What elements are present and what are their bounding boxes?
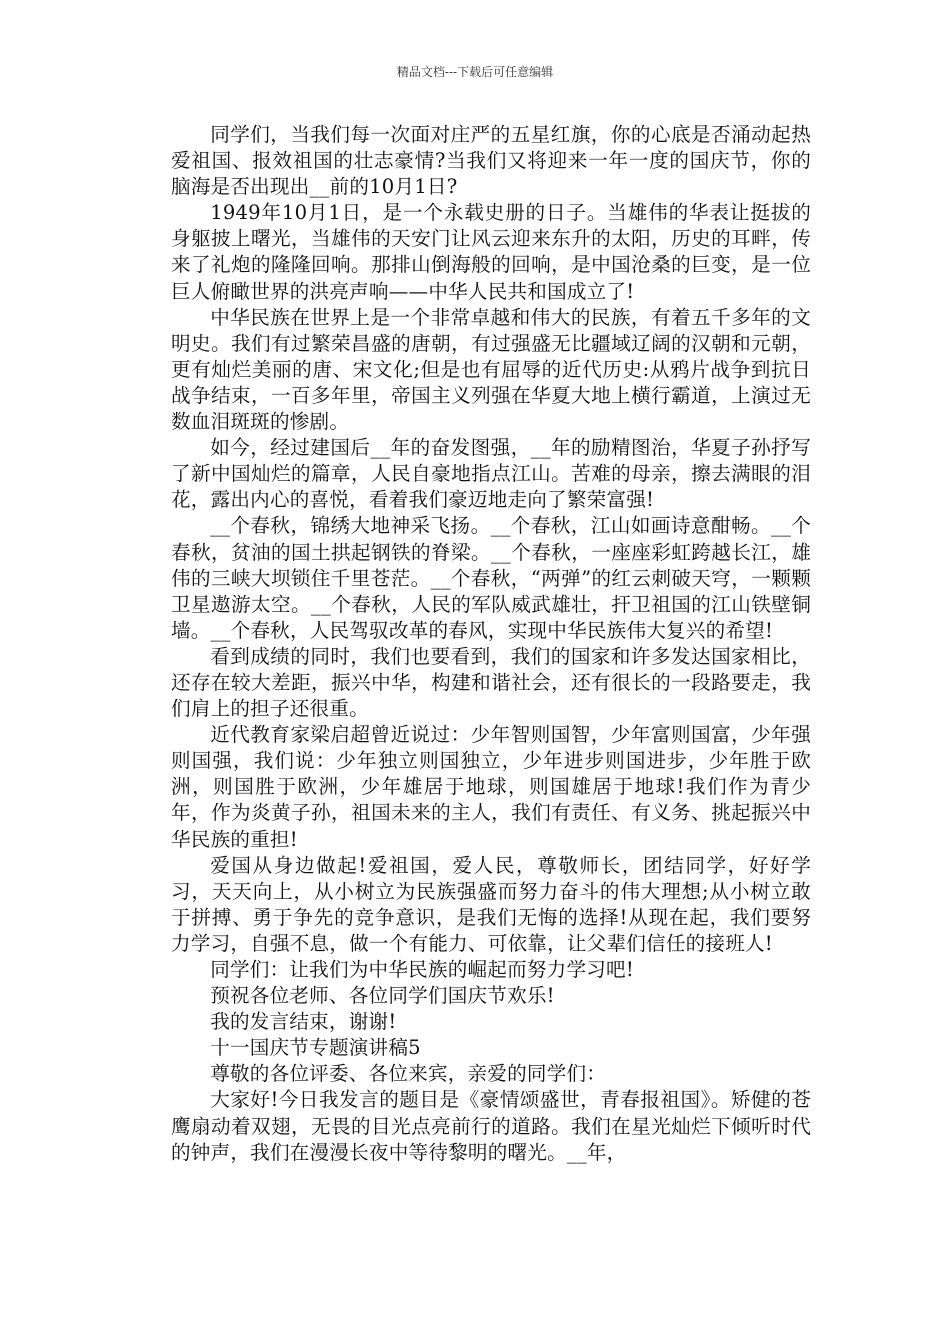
paragraph: 大家好!今日我发言的题目是《豪情颂盛世，青春报祖国》。矫健的苍鹰扇动着双翅，无畏的目光点亮前行的道路。我们在星光灿烂下倾听时代的钟声，我们在漫漫长夜中等待黎明的曙光。__年， [171, 1088, 811, 1164]
paragraph: 如今，经过建国后__年的奋发图强，__年的励精图治，华夏子孙抒写了新中国灿烂的篇章，人民自豪地指点江山。苦难的母亲，擦去满眼的泪花，露出内心的喜悦，看着我们豪迈地走向了繁荣富强! [171, 436, 811, 512]
page-header: 精品文档---下载后可任意编辑 [396, 65, 554, 79]
paragraph: 爱国从身边做起!爱祖国，爱人民，尊敬师长，团结同学，好好学习，天天向上，从小树立为民族强盛而努力奋斗的伟大理想;从小树立敢于拼搏、勇于争先的竞争意识，是我们无悔的选择!从现在起，我们要努力学习，自强不息，做一个有能力、可依靠，让父辈们信任的接班人! [171, 853, 811, 955]
paragraph: 同学们：让我们为中华民族的崛起而努力学习吧! [210, 958, 634, 981]
paragraph: 预祝各位老师、各位同学们国庆节欢乐! [210, 984, 555, 1008]
paragraph: 中华民族在世界上是一个非常卓越和伟大的民族，有着五千多年的文明史。我们有过繁荣昌盛的唐朝，有过强盛无比疆域辽阔的汉朝和元朝，更有灿烂美丽的唐、宋文化;但是也有屈辱的近代历史:从鸦片战争到抗日战争结束，一百多年里，帝国主义列强在华夏大地上横行霸道，上演过无数血泪斑斑的惨剧。 [171, 305, 811, 434]
paragraph: 看到成绩的同时，我们也要看到，我们的国家和许多发达国家相比，还存在较大差距，振兴中华，构建和谐社会，还有很长的一段路要走，我们肩上的担子还很重。 [171, 644, 811, 721]
paragraph: 近代教育家梁启超曾近说过：少年智则国智，少年富则国富，少年强则国强，我们说：少年独立则国独立，少年进步则国进步，少年胜于欧洲，则国胜于欧洲，少年雄居于地球，则国雄居于地球!我们作为青少年，作为炎黄子孙，祖国未来的主人，我们有责任、有义务、挑起振兴中华民族的重担! [171, 723, 811, 851]
section-heading: 十一国庆节专题演讲稿5 [210, 1036, 421, 1060]
salutation: 尊敬的各位评委、各位来宾，亲爱的同学们： [210, 1062, 607, 1086]
paragraph: 同学们，当我们每一次面对庄严的五星红旗，你的心底是否涌动起热爱祖国、报效祖国的壮志豪情?当我们又将迎来一年一度的国庆节，你的脑海是否出现出__前的10月1日? [171, 123, 811, 199]
paragraph: __个春秋，锦绣大地神采飞扬。__个春秋，江山如画诗意酣畅。__个春秋，贫油的国土拱起钢铁的脊梁。__个春秋，一座座彩虹跨越长江，雄伟的三峡大坝锁住千里苍茫。__个春秋，“两弹”的红云刺破天穹，一颗颗卫星遨游太空。__个春秋，人民的军队威武雄壮，扞卫祖国的江山铁壁铜墙。__个春秋，人民驾驭改革的春风，实现中华民族伟大复兴的希望! [171, 514, 811, 642]
document-body [171, 122, 811, 1166]
paragraph: 我的发言结束，谢谢! [210, 1010, 397, 1034]
paragraph: 1949年10月1日，是一个永载史册的日子。当雄伟的华表让挺拔的身躯披上曙光，当雄伟的天安门让风云迎来东升的太阳，历史的耳畔，传来了礼炮的隆隆回响。那排山倒海般的回响，是中国沧桑的巨变，是一位巨人俯瞰世界的洪亮声响——中华人民共和国成立了! [171, 201, 811, 303]
